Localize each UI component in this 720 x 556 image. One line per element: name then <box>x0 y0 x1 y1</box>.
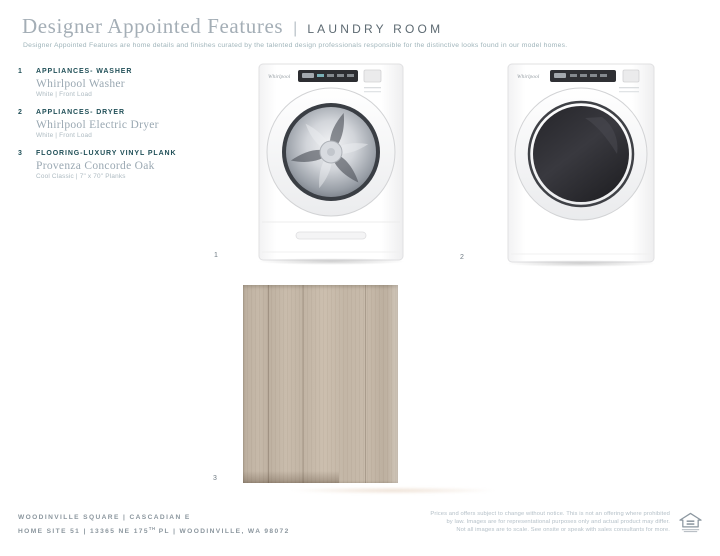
disclaimer-line: by law. Images are for representational purposes only and actual product may differ. <box>446 519 670 525</box>
figure-number-floor: 3 <box>213 475 217 482</box>
figure-number-dryer: 2 <box>460 254 464 261</box>
item-category: APPLIANCES- WASHER <box>36 68 133 75</box>
item-number: 3 <box>18 150 22 157</box>
dryer-shadow <box>505 260 657 267</box>
item-number: 2 <box>18 109 22 116</box>
footer-address <box>18 512 290 537</box>
footer-site-line: HOME SITE 51 | 13365 NE 175TH PL | WOODINVILLE, WA 98072 <box>18 526 290 536</box>
disclaimer-line: Prices and offers subject to change without notice. This is not an offering where prohibited <box>430 511 670 517</box>
flooring-swatch-image <box>243 285 398 483</box>
washer-illustration <box>258 62 404 262</box>
item-category: FLOORING-LUXURY VINYL PLANK <box>36 150 177 157</box>
washer-shadow <box>256 258 406 265</box>
page-title: Designer Appointed Features <box>22 14 284 38</box>
item-spec: White | Front Load <box>36 91 93 98</box>
item-number: 1 <box>18 68 22 75</box>
spec-list <box>18 68 238 191</box>
page-subtitle: Designer Appointed Features are home details and finishes curated by the talented design professionals responsible for the distinctive looks found in our model homes. <box>23 42 568 49</box>
washer-brand-logo: Whirlpool <box>268 74 291 80</box>
washer-image <box>258 62 404 262</box>
footer-community-line: WOODINVILLE SQUARE | CASCADIAN E <box>18 514 191 521</box>
dryer-door-glass <box>533 106 629 202</box>
item-spec: Cool Classic | 7" x 70" Planks <box>36 173 126 180</box>
washer-dispenser-panel <box>364 70 381 82</box>
page-header <box>22 14 443 39</box>
list-item <box>18 68 238 98</box>
equal-housing-opportunity-icon <box>679 512 702 534</box>
washer-pedestal-handle <box>296 232 366 239</box>
dryer-illustration <box>507 62 655 264</box>
figure-number-washer: 1 <box>214 252 218 259</box>
room-label: LAUNDRY ROOM <box>307 22 444 36</box>
item-product-name: Provenza Concorde Oak <box>36 160 155 172</box>
item-product-name: Whirlpool Washer <box>36 78 125 90</box>
item-category: APPLIANCES- DRYER <box>36 109 125 116</box>
item-spec: White | Front Load <box>36 132 93 139</box>
dryer-image <box>507 62 655 264</box>
item-product-name: Whirlpool Electric Dryer <box>36 119 159 131</box>
dryer-brand-logo: Whirlpool <box>517 74 540 80</box>
list-item <box>18 150 238 180</box>
dryer-option-panel <box>623 70 639 82</box>
disclaimer-line: Not all images are to scale. See onsite or speak with sales consultants for more. <box>456 527 670 533</box>
list-item <box>18 109 238 139</box>
flooring-shadow <box>288 487 498 494</box>
footer-disclaimer <box>370 510 670 534</box>
title-separator: | <box>293 20 298 37</box>
